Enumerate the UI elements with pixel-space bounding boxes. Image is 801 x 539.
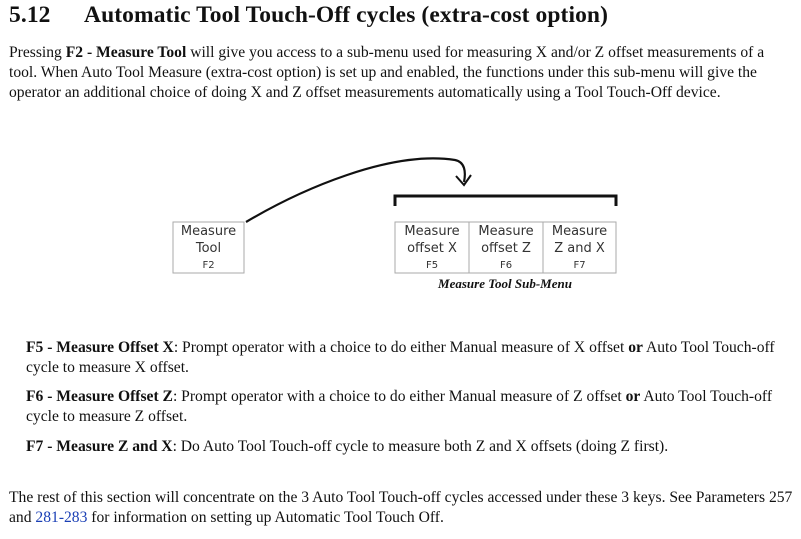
key-label-line2: Z and X <box>554 241 605 256</box>
key-label-line1: Measure <box>180 224 237 239</box>
closing-text-1: The rest of this section will concentrate on the 3 Auto Tool Touch-off cycles accessed under these 3 keys. See Parameters 257 and <box>9 489 793 526</box>
measure-tool-key <box>173 223 244 273</box>
key-fkey: F6 <box>499 260 513 271</box>
diagram-caption: Measure Tool Sub-Menu <box>438 276 572 291</box>
list-item <box>26 387 796 427</box>
measure-offset-x-key <box>395 223 469 273</box>
key-label-line1: Measure <box>551 224 608 239</box>
intro-key: F2 - Measure Tool <box>65 44 187 61</box>
measure-z-and-x-key <box>543 223 616 273</box>
item-emphasis: or <box>628 339 643 356</box>
key-fkey: F7 <box>573 260 586 271</box>
item-text-after: Auto Tool Touch-off cycle to measure X offset. <box>26 339 775 376</box>
intro-text: will give you access to a sub-menu used for measuring X and/or Z offset measurements of a tool. When Auto Tool Measure (extra-cost option) is set up and enabled, the functions under this sub-menu will give the operator an additional choice of doing X and Z offset measurements automatically using a Tool Touch-Off device. <box>9 44 765 101</box>
key-fkey: F2 <box>202 260 215 271</box>
parameters-link[interactable]: 281-283 <box>35 508 88 526</box>
item-key: F5 - Measure Offset X <box>26 339 174 356</box>
item-text: : Do Auto Tool Touch-off cycle to measure both Z and X offsets (doing Z first). <box>172 438 669 455</box>
item-key: F7 - Measure Z and X <box>26 438 173 455</box>
key-label-line1: Measure <box>404 224 460 239</box>
key-fkey: F5 <box>425 260 439 271</box>
item-text: : Prompt operator with a choice to do either Manual measure of X offset <box>173 339 629 356</box>
key-label-line2: offset X <box>407 241 457 256</box>
measure-offset-z-key <box>469 223 543 273</box>
item-emphasis: or <box>625 388 641 405</box>
key-label-line2: offset Z <box>481 241 531 256</box>
list-item <box>26 338 796 378</box>
section-title: Automatic Tool Touch-Off cycles (extra-cost option) <box>84 2 609 28</box>
key-label-line1: Measure <box>478 224 534 239</box>
item-text-after: Auto Tool Touch-off cycle to measure Z offset. <box>26 388 773 425</box>
intro-prefix: Pressing <box>9 44 66 61</box>
list-item <box>26 437 796 457</box>
closing-paragraph <box>9 488 794 528</box>
closing-text-2: for information on setting up Automatic Tool Touch Off. <box>87 508 444 526</box>
item-key: F6 - Measure Offset Z <box>26 388 173 405</box>
key-label-line2: Tool <box>195 241 222 256</box>
section-number: 5.12 <box>9 2 51 28</box>
item-text: : Prompt operator with a choice to do either Manual measure of Z offset <box>172 388 626 405</box>
connector-arrow <box>246 158 465 222</box>
submenu-bracket <box>395 196 616 206</box>
